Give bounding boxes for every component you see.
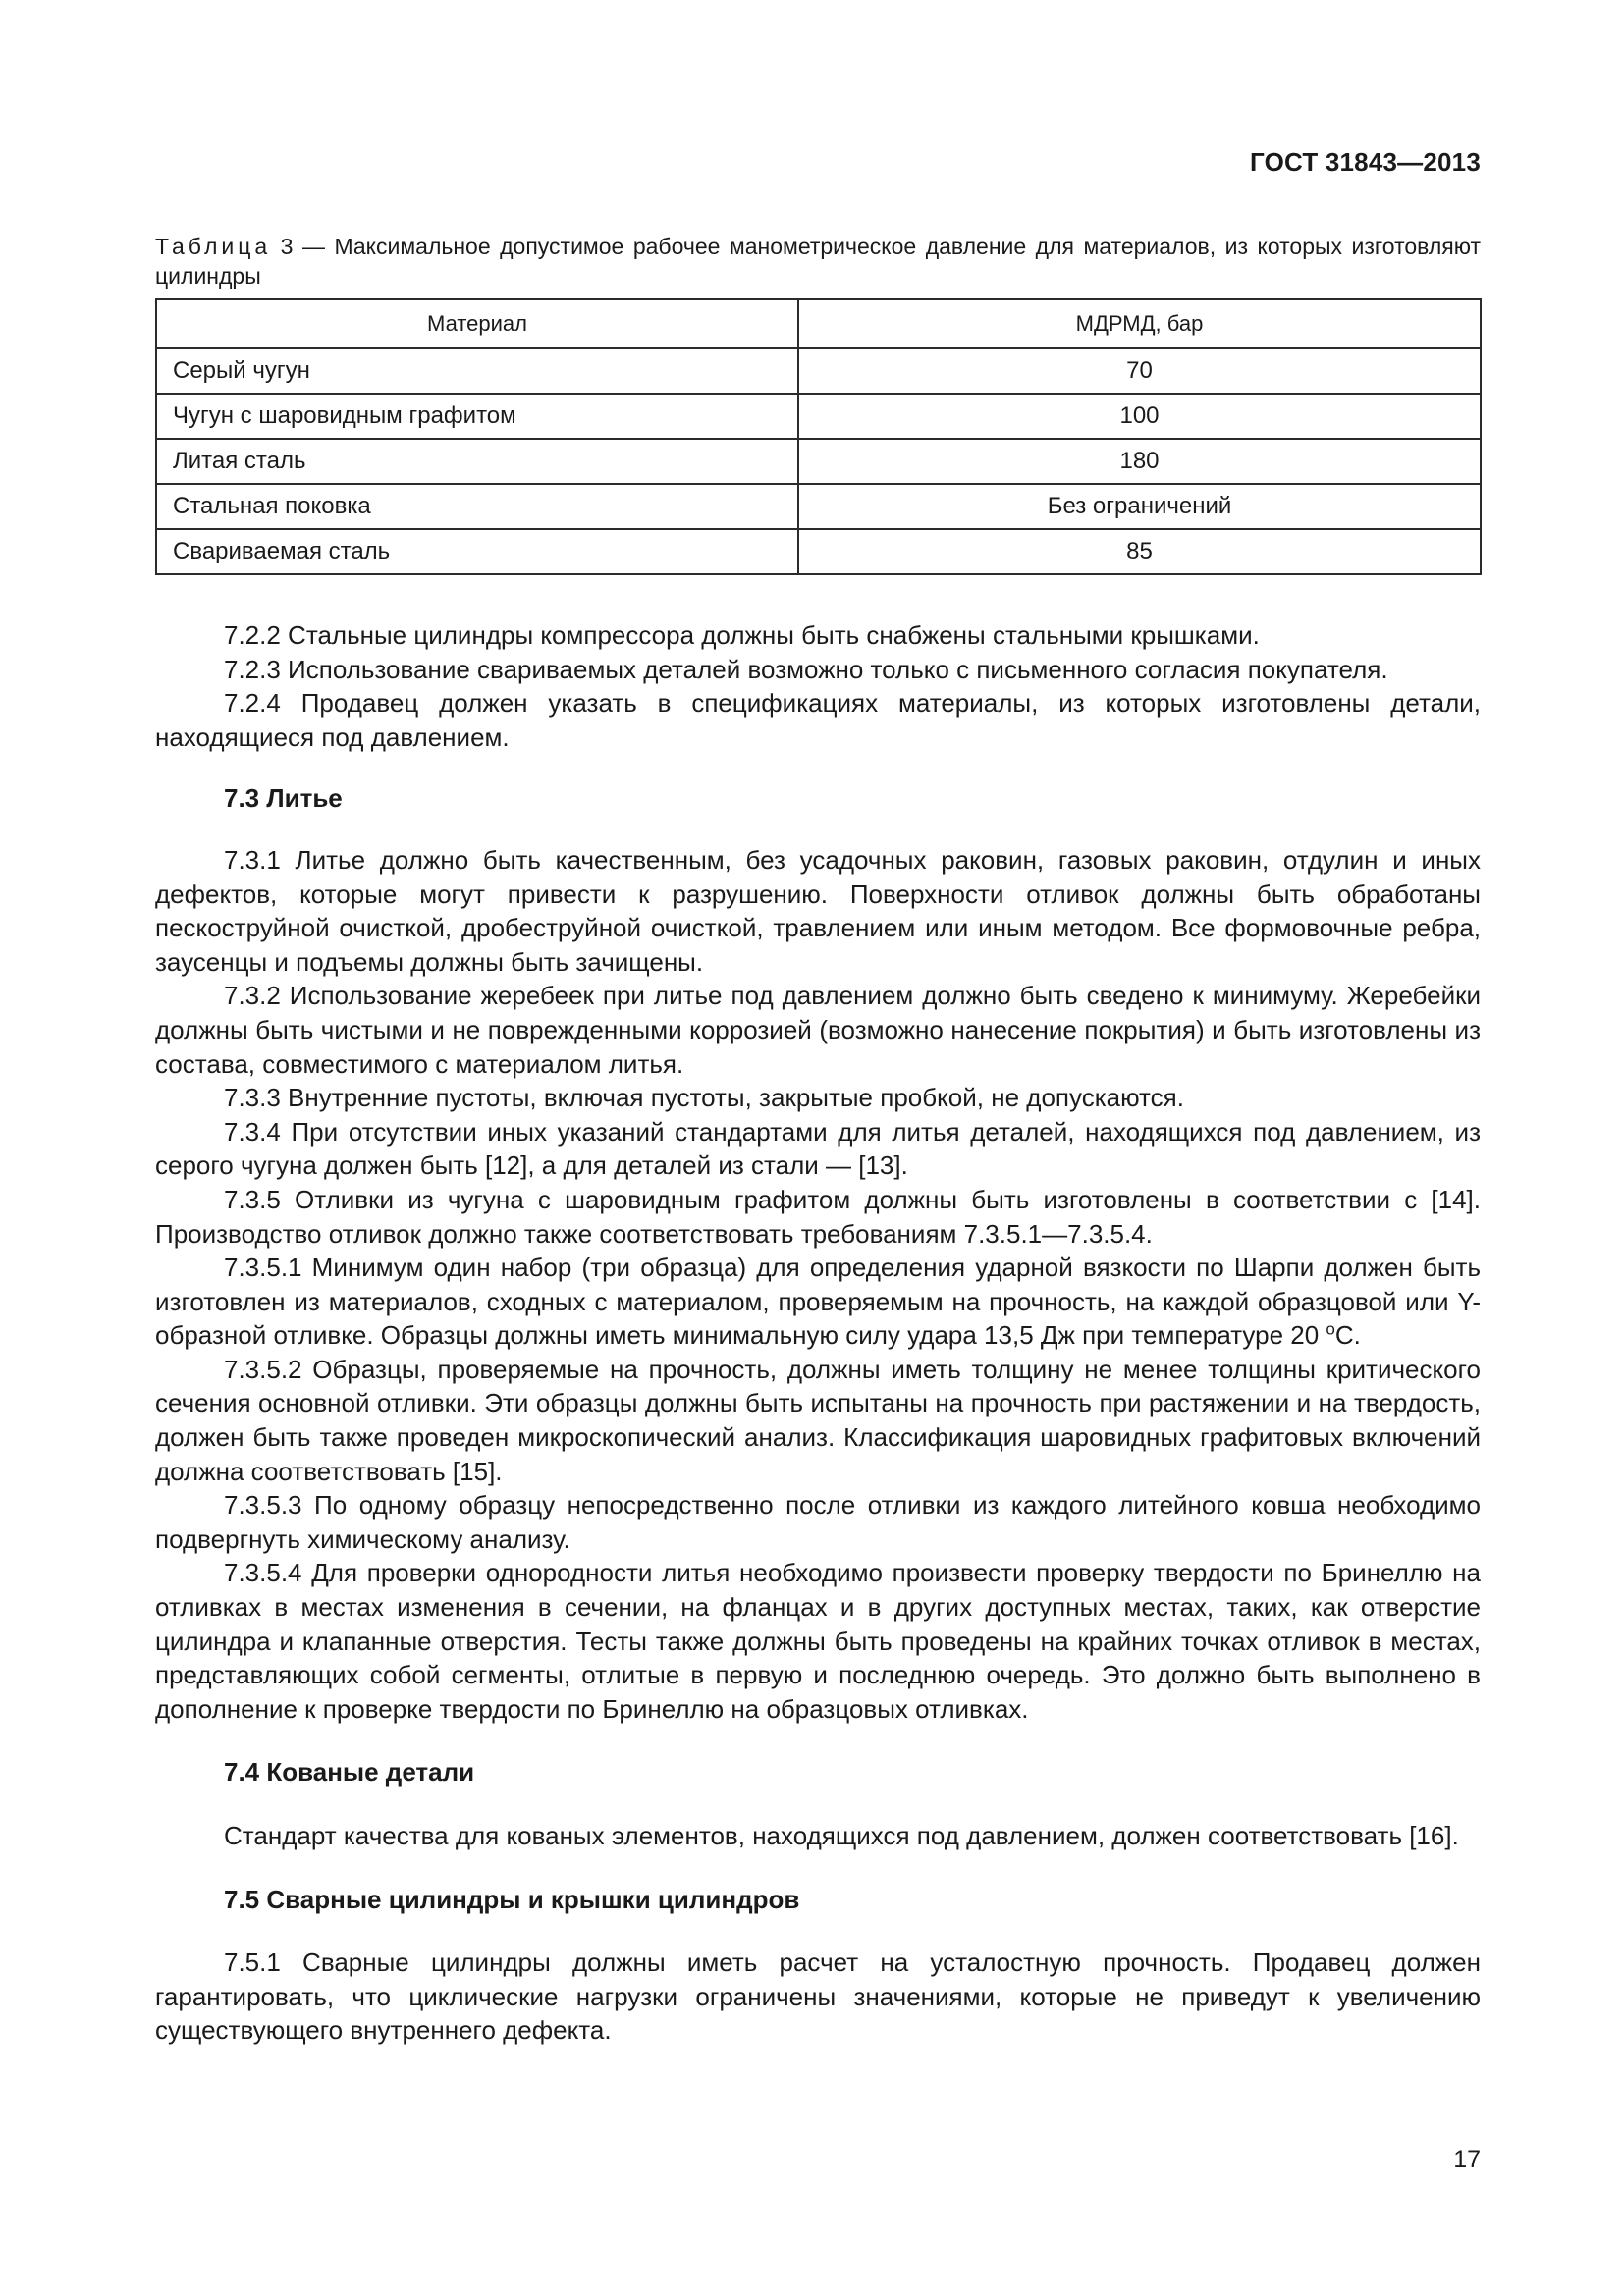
header-pressure: МДРМД, бар [798, 299, 1481, 348]
paragraph-7-3-5-4: 7.3.5.4 Для проверки однородности литья необходимо произвести проверку твердости по Бринеллю на отливках в местах изменения в сечении, на фланцах и в других доступных местах, таких, как отверстие цилиндра и клапанные отверстия. Тесты также должны быть проведены на крайних точках отливок в местах, представляющих собой сегменты, отлитые в первую и последнюю очередь. Это должно быть выполнено в дополнение к проверке твердости по Бринеллю на образцовых отливках. [155, 1558, 1481, 1724]
paragraph-7-4: Стандарт качества для кованых элементов, находящихся под давлением, должен соответствовать [16]. [224, 1821, 1459, 1850]
cell-material: Литая сталь [156, 439, 798, 484]
paragraph-7-3-5: 7.3.5 Отливки из чугуна с шаровидным графитом должны быть изготовлены в соответствии с [14]. Производство отливок должно также соответствовать требованиям 7.3.5.1—7.3.5.4. [155, 1184, 1481, 1249]
paragraph-7-3-5-3: 7.3.5.3 По одному образцу непосредственно после отливки из каждого литейного ковша необходимо подвергнуть химическому анализу. [155, 1490, 1481, 1554]
table-row [156, 484, 1481, 529]
cell-pressure: 100 [798, 394, 1481, 439]
table-header-row [156, 299, 1481, 348]
cell-pressure: Без ограничений [798, 484, 1481, 529]
cell-material: Стальная поковка [156, 484, 798, 529]
document-code: ГОСТ 31843—2013 [1250, 147, 1481, 177]
materials-pressure-table [155, 298, 1482, 575]
paragraph-7-5-1: 7.5.1 Сварные цилиндры должны иметь расчет на усталостную прочность. Продавец должен гарантировать, что циклические нагрузки ограничены значениями, которые не приведут к увеличению существующего внутреннего дефекта. [155, 1948, 1481, 2046]
paragraph-7-2-3: 7.2.3 Использование свариваемых деталей возможно только с письменного согласия покупателя. [224, 654, 1388, 684]
degree-mark: о [1326, 1319, 1335, 1339]
paragraph-7-3-5-1 [155, 1251, 1481, 1353]
cell-material: Серый чугун [156, 348, 798, 394]
heading-7-5: 7.5 Сварные цилиндры и крышки цилиндров [224, 1884, 800, 1914]
heading-7-4: 7.4 Кованые детали [224, 1757, 475, 1788]
table-caption [155, 232, 1481, 291]
cell-pressure: 180 [798, 439, 1481, 484]
document-body [155, 618, 1481, 2048]
paragraph-7-3-2: 7.3.2 Использование жеребеек при литье под давлением должно быть сведено к минимуму. Жеребейки должны быть чистыми и не поврежденными коррозией (возможно нанесение покрытия) и быть изготовлены из состава, совместимого с материалом литья. [155, 981, 1481, 1079]
page-number: 17 [1453, 2146, 1481, 2173]
paragraph-7-3-4: 7.3.4 При отсутствии иных указаний стандартами для литья деталей, находящихся под давлением, из серого чугуна должен быть [12], а для деталей из стали — [13]. [155, 1116, 1481, 1181]
table-row [156, 439, 1481, 484]
paragraph-7-2-4: 7.2.4 Продавец должен указать в спецификациях материалы, из которых изготовлены детали, находящиеся под давлением. [155, 688, 1481, 752]
paragraph-7-3-3: 7.3.3 Внутренние пустоты, включая пустоты, закрытые пробкой, не допускаются. [224, 1083, 1184, 1113]
paragraph-7-3-1: 7.3.1 Литье должно быть качественным, без усадочных раковин, газовых раковин, отдулин и иных дефектов, которые могут привести к разрушению. Поверхности отливок должны быть обработаны пескоструйной очисткой, дробеструйной очисткой, травлением или иным методом. Все формовочные ребра, заусенцы и подъемы должны быть зачищены. [155, 844, 1481, 977]
table-caption-text: 3 — Максимальное допустимое рабочее манометрическое давление для материалов, из которых изготовляют цилиндры [155, 234, 1481, 289]
header-material: Материал [156, 299, 798, 348]
cell-material: Свариваемая сталь [156, 529, 798, 574]
paragraph-7-3-5-1-text: 7.3.5.1 Минимум один набор (три образца) для определения ударной вязкости по Шарпи должен быть изготовлен из материалов, сходных с материалом, проверяемым на прочность, на каждой образцовой или Y-образной отливке. Образцы должны иметь минимальную силу удара 13,5 Дж при температуре 20 [155, 1253, 1481, 1351]
table-row [156, 529, 1481, 574]
table-row [156, 348, 1481, 394]
paragraph-7-3-5-2: 7.3.5.2 Образцы, проверяемые на прочность, должны иметь толщину не менее толщины критического сечения основной отливки. Эти образцы должны быть испытаны на прочность при растяжении и на твердость, должен быть также проведен микроскопический анализ. Классификация шаровидных графитовых включений должна соответствовать [15]. [155, 1354, 1481, 1486]
cell-pressure: 85 [798, 529, 1481, 574]
paragraph-7-3-5-1-unit: С. [1334, 1320, 1361, 1351]
cell-material: Чугун с шаровидным графитом [156, 394, 798, 439]
paragraph-7-2-2: 7.2.2 Стальные цилиндры компрессора должны быть снабжены стальными крышками. [224, 620, 1260, 650]
table-caption-label: Таблица [155, 234, 272, 259]
heading-7-3: 7.3 Литье [224, 783, 343, 814]
cell-pressure: 70 [798, 348, 1481, 394]
table-row [156, 394, 1481, 439]
